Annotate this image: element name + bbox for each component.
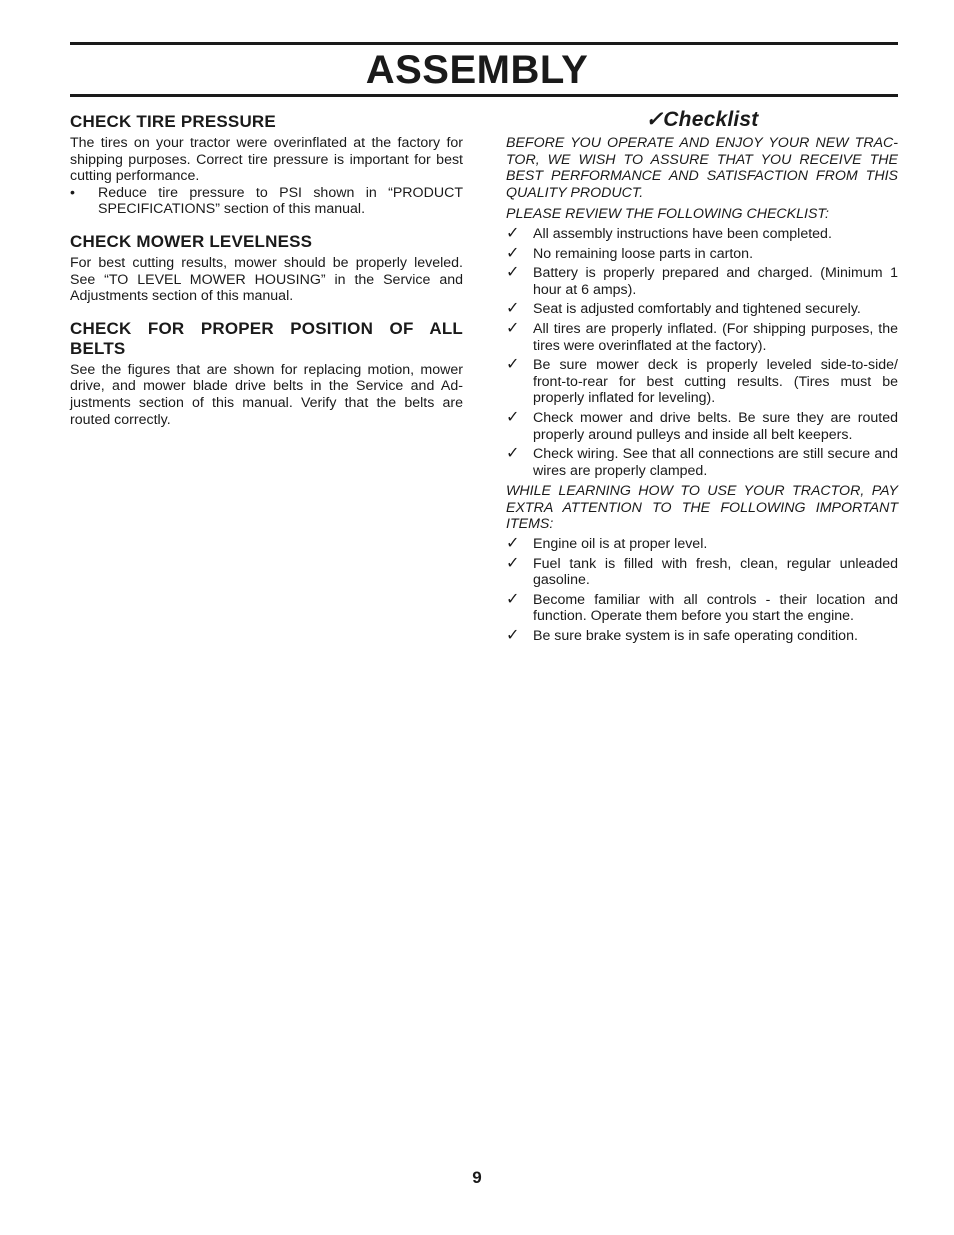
checklist-heading: ✓Checklist: [645, 108, 759, 131]
check-icon: ✓: [506, 244, 520, 262]
checklist: [506, 226, 898, 479]
checklist-text: No remaining loose parts in carton.: [533, 245, 754, 262]
learning-intro: WHILE LEARNING HOW TO USE YOUR TRACTOR, PAY EXTRA ATTENTION TO THE FOLLOWING IMPORTANT ITEMS:: [506, 483, 898, 533]
learning-text: Engine oil is at proper level.: [533, 536, 708, 553]
check-icon: ✓: [506, 356, 520, 374]
page-title: ASSEMBLY: [365, 48, 589, 92]
list-item: [506, 446, 898, 479]
check-icon: ✓: [506, 224, 520, 242]
learning-text: Become familiar with all controls - their location and function. Operate them before you start the engine.: [533, 591, 898, 625]
learning-text: Be sure brake system is in safe operating condition.: [533, 628, 858, 645]
page-number: 9: [472, 1168, 482, 1187]
check-icon: ✓: [506, 319, 520, 337]
check-icon: ✓: [506, 408, 520, 426]
list-item: [506, 321, 898, 354]
checklist-text: All assembly instructions have been completed.: [533, 225, 832, 242]
checklist-text: Check wiring. See that all connections are still secure and wires are properly clamped.: [533, 446, 898, 479]
levelness-section: [70, 232, 463, 305]
list-item: [506, 410, 898, 443]
learning-text: Fuel tank is filled with fresh, clean, regular unleaded gasoline.: [533, 555, 898, 589]
checklist-text: All tires are properly inflated. (For shipping purposes, the tires were overinflated at the factory).: [533, 320, 898, 354]
tire-pressure-body: The tires on your tractor were overinflated at the factory for shipping purposes. Correct tire pressure is important for best cutting performance.: [70, 135, 463, 185]
check-icon: ✓: [506, 554, 520, 572]
check-icon: ✓: [506, 627, 520, 645]
list-item: [506, 592, 898, 625]
checklist-text: Seat is adjusted comfortably and tightened securely.: [533, 301, 861, 318]
checklist-text: Check mower and drive belts. Be sure they are routed properly around pulleys and inside all belt keepers.: [533, 409, 898, 443]
list-item: [70, 185, 463, 218]
check-icon: ✓: [506, 445, 520, 463]
list-item: [506, 246, 898, 263]
list-item: [506, 265, 898, 298]
check-icon: ✓: [506, 300, 520, 318]
right-column: [506, 108, 898, 648]
bullet-icon: •: [70, 184, 75, 201]
check-icon: ✓: [506, 535, 520, 553]
belts-body: See the figures that are shown for replacing motion, mower drive, and mower blade drive belts in the Service and Ad-justments section of this manual. Verify that the belts are routed correctly.: [70, 361, 463, 428]
tire-pressure-heading: CHECK TIRE PRESSURE: [70, 112, 276, 131]
list-item: [506, 628, 898, 645]
checklist-review: PLEASE REVIEW THE FOLLOWING CHECKLIST:: [506, 206, 829, 223]
checklist-text: Battery is properly prepared and charged. (Minimum 1 hour at 6 amps).: [533, 265, 898, 298]
checklist-intro: BEFORE YOU OPERATE AND ENJOY YOUR NEW TRAC-TOR, WE WISH TO ASSURE THAT YOU RECEIVE THE BEST PERFORMANCE AND SATISFACTION FROM THIS QUALITY PRODUCT.: [506, 135, 898, 201]
left-column: [70, 108, 463, 442]
check-icon: ✓: [506, 590, 520, 608]
list-item: [506, 301, 898, 318]
tire-pressure-section: [70, 112, 463, 218]
checklist-text: Be sure mower deck is properly leveled side-to-side/ front-to-rear for best cutting results. (Tires must be properly inflated for leveling).: [533, 357, 898, 407]
belts-section: [70, 319, 463, 428]
levelness-heading: CHECK MOWER LEVELNESS: [70, 231, 313, 251]
list-item: [506, 536, 898, 553]
list-item: [506, 357, 898, 407]
belts-heading: CHECK FOR PROPER POSITION OF ALL BELTS: [70, 318, 463, 358]
learning-list: [506, 536, 898, 645]
tire-pressure-bullet: Reduce tire pressure to PSI shown in “PRODUCT SPECIFICATIONS” section of this manual.: [98, 184, 463, 218]
check-icon: ✓: [506, 264, 520, 282]
list-item: [506, 226, 898, 243]
title-underline: [70, 94, 898, 97]
levelness-body: For best cutting results, mower should be properly leveled. See “TO LEVEL MOWER HOUSING” in the Service and Adjustments section of this manual.: [70, 254, 463, 305]
top-rule: [70, 42, 898, 45]
list-item: [506, 556, 898, 589]
